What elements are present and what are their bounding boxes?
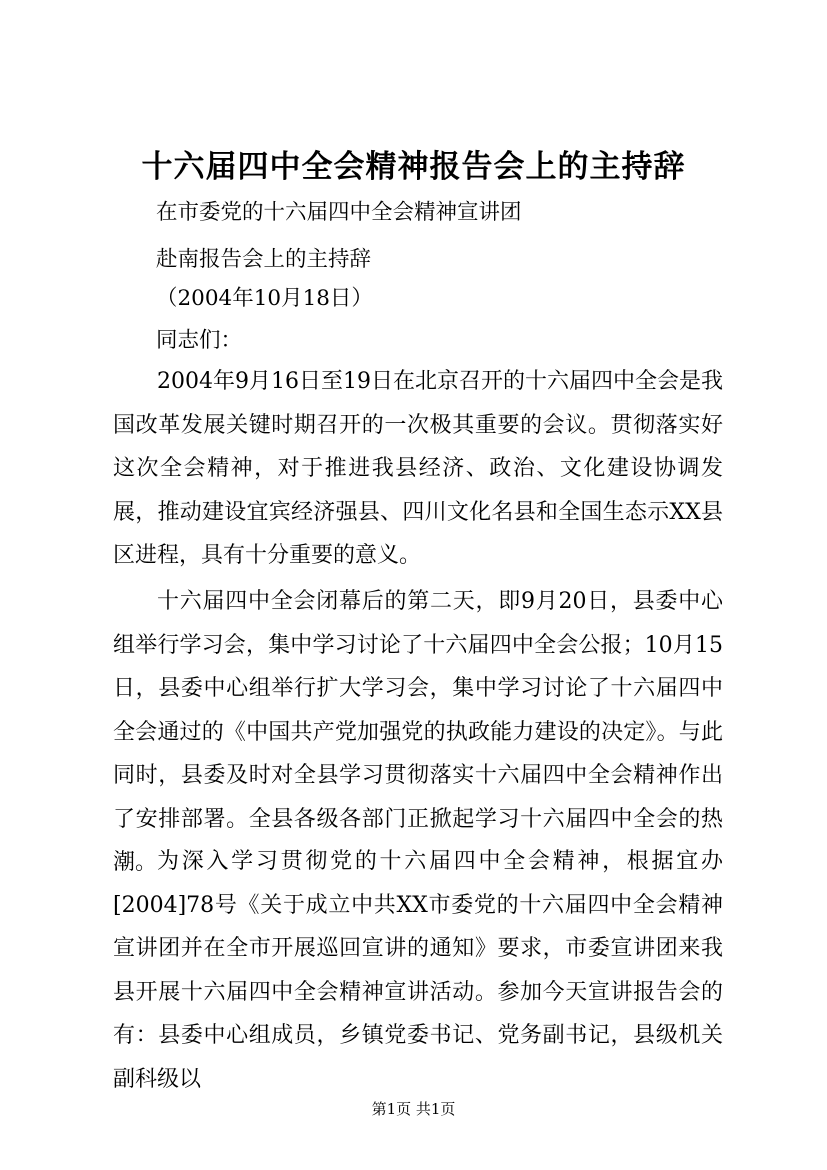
header-line-2: 赴南报告会上的主持辞 [156,247,372,272]
page-footer: 第1页 共1页 [371,1100,456,1118]
date-line: （2004年10月18日） [156,286,373,311]
paragraph-2: 十六届四中全会闭幕后的第二天，即9月20日，县委中心组举行学习会，集中学习讨论了十六届四中全会公报；10月15日，县委中心组举行扩大学习会，集中学习讨论了十六届四中全会通过的《中国共产党加强党的执政能力建设的决定》。与此同时，县委及时对全县学习贯彻落实十六届四中全会精神作出了安排部署。全县各级各部门正掀起学习十六届四中全会的热潮。 [113,589,723,875]
paragraph-3: 为深入学习贯彻党的十六届四中全会精神，根据宜办[2004]78号《关于成立中共XX市委党的十六届四中全会精神宣讲团并在全市开展巡回宣讲的通知》要求，市委宣讲团来我县开展十六届四中全会精神宣讲活动。参加今天宣讲报告会的有：县委中心组成员，乡镇党委书记、党务副书记，县级机关副科级以 [113,849,723,1092]
document-title: 十六届四中全会精神报告会上的主持辞 [141,149,686,185]
header-line-1: 在市委党的十六届四中全会精神宣讲团 [156,200,522,225]
paragraph-1: 2004年9月16日至19日在北京召开的十六届四中全会是我国改革发展关键时期召开的一次极其重要的会议。贯彻落实好这次全会精神，对于推进我县经济、政治、文化建设协调发展，推动建设宜宾经济强县、四川文化名县和全国生态示XX县区进程，具有十分重要的意义。 [113,369,723,568]
salutation: 同志们： [156,328,243,353]
